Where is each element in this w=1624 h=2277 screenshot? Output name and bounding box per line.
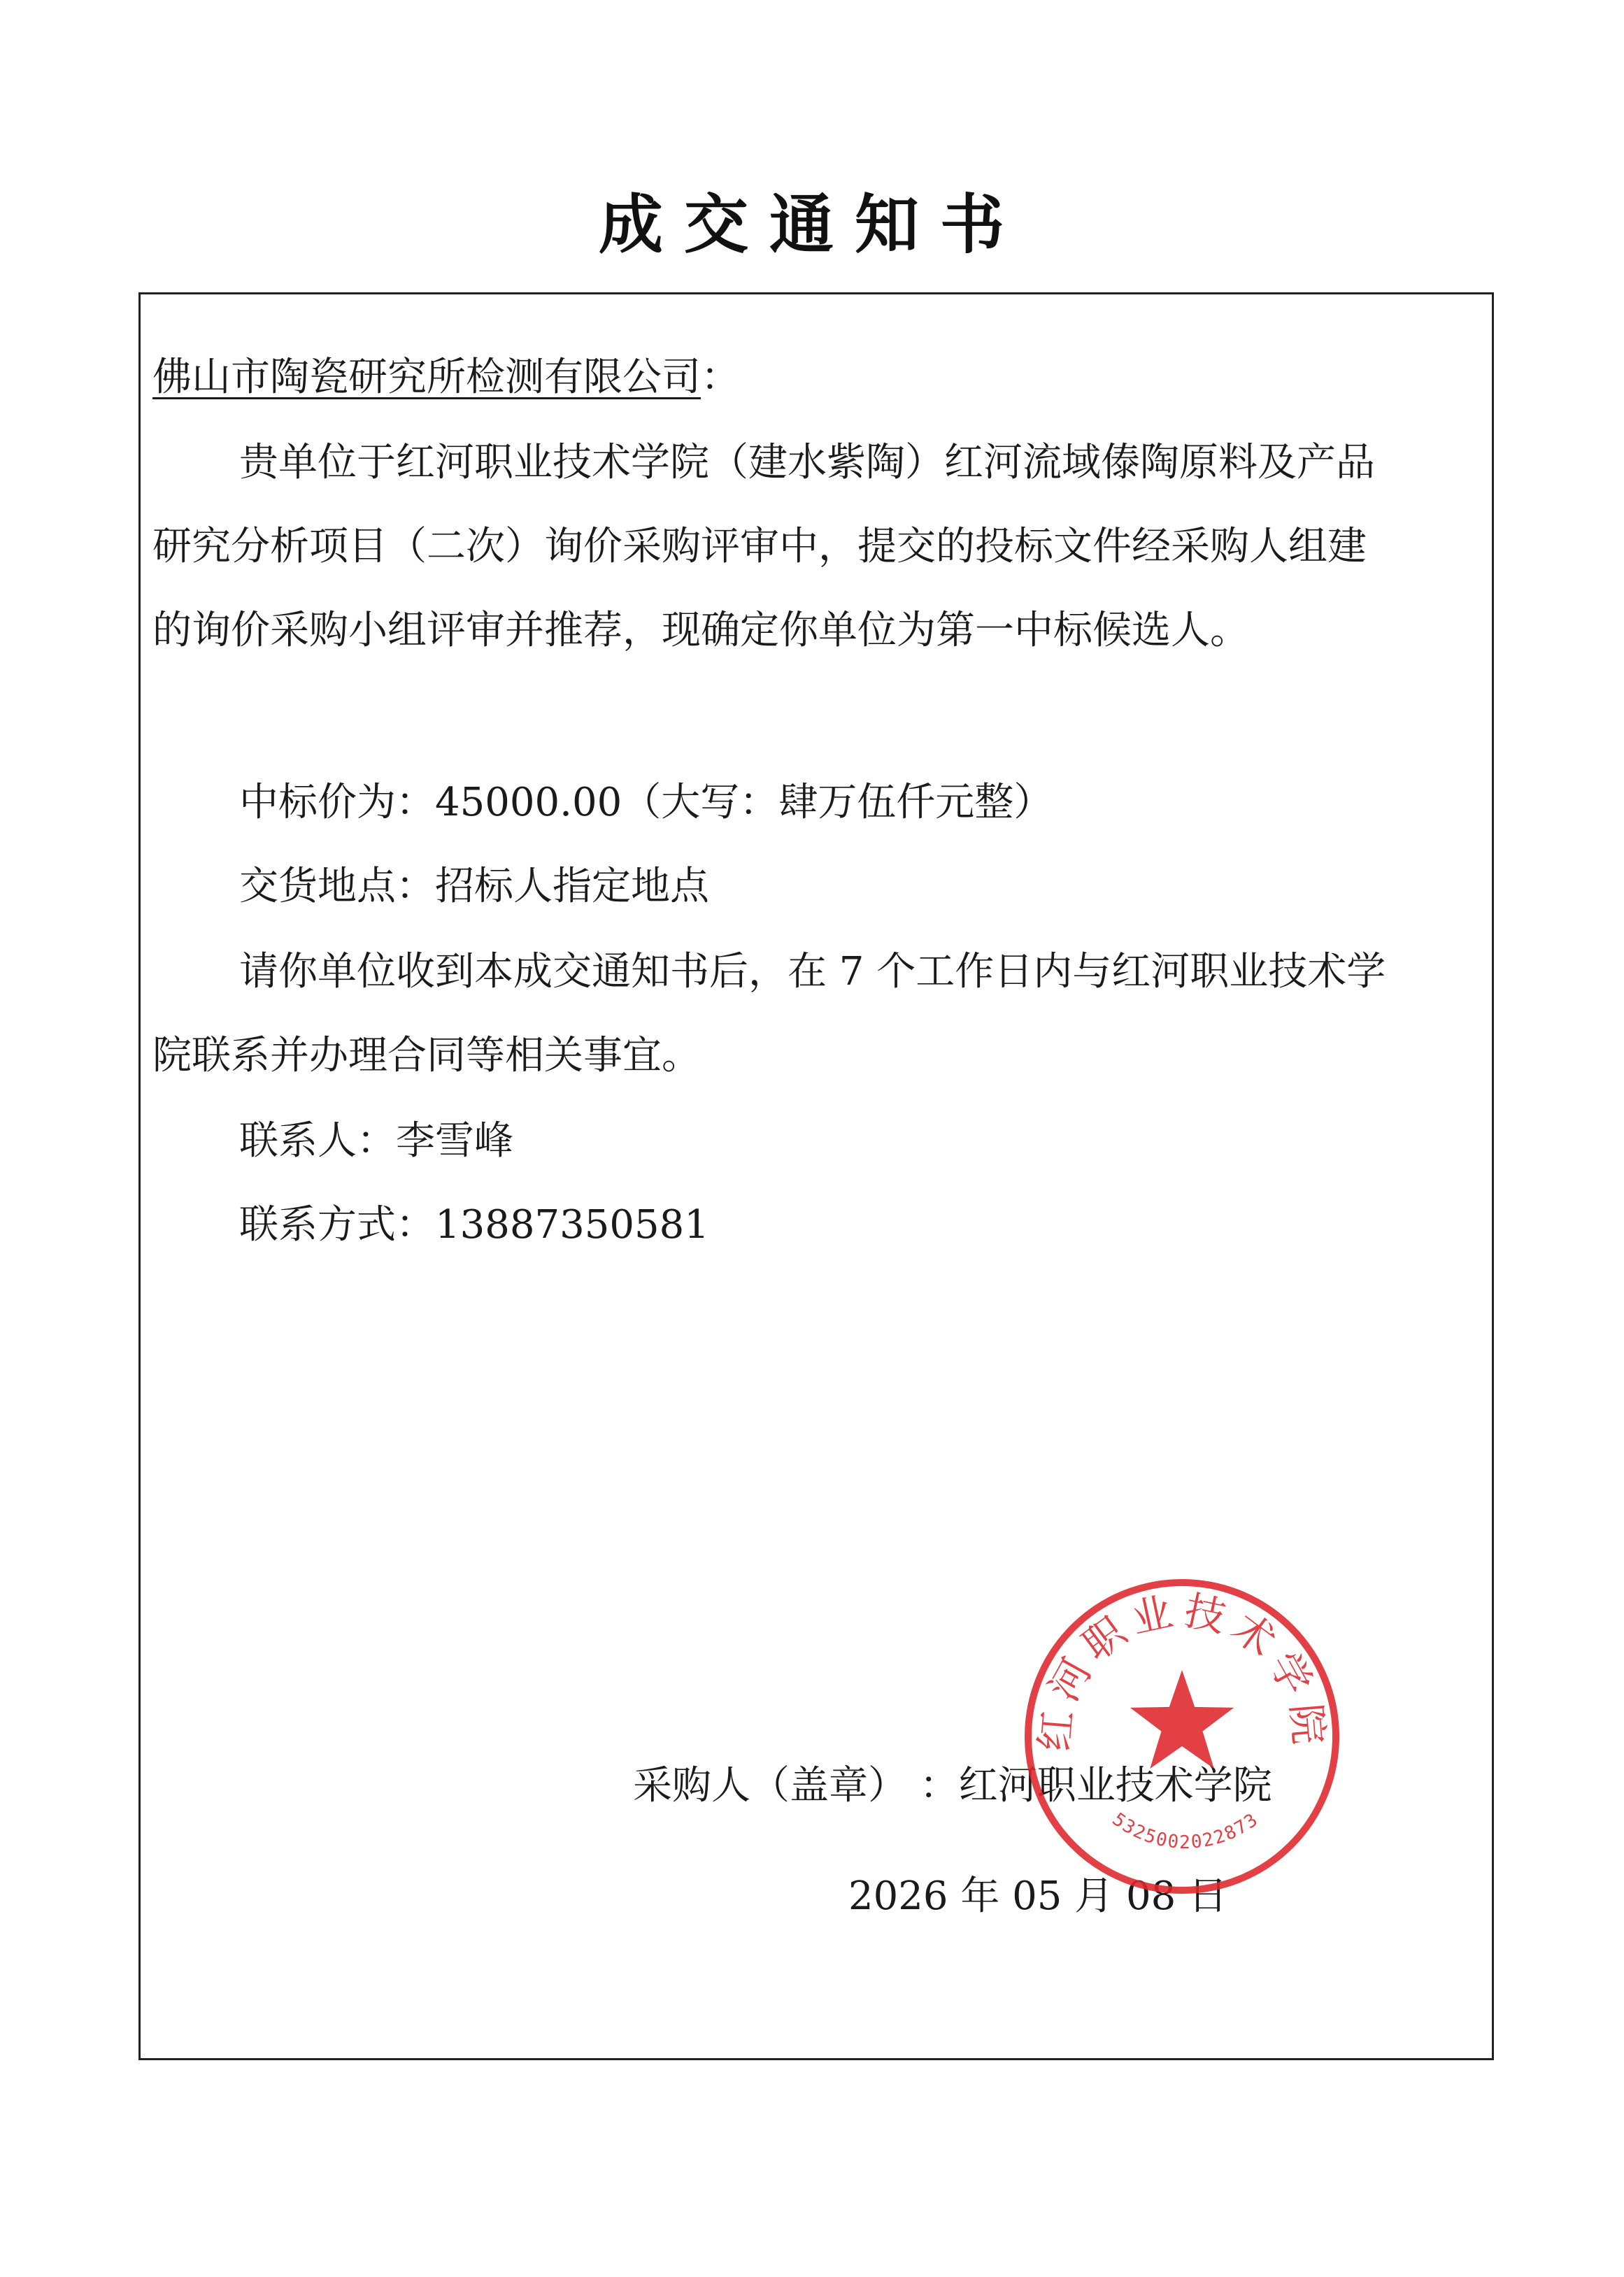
official-seal-icon (1018, 1572, 1346, 1901)
recipient-line (152, 350, 740, 406)
bid-price: 中标价为：45000.00（大写：肆万伍仟元整） (239, 780, 1053, 825)
purchaser-signature: 采购人（盖章） ：红河职业技术学院 (633, 1763, 1272, 1808)
instruction-line-2: 院联系并办理合同等相关事宜。 (152, 1033, 701, 1078)
body-line-1: 贵单位于红河职业技术学院（建水紫陶）红河流域傣陶原料及产品 (239, 440, 1375, 485)
contact-phone: 联系方式：13887350581 (239, 1202, 709, 1248)
issue-date: 2026 年 05 月 08 日 (848, 1873, 1228, 1919)
svg-text:5325002022873: 5325002022873 (1108, 1808, 1263, 1853)
document-title: 成交通知书 (598, 187, 1025, 262)
svg-text:红河职业技术学院: 红河职业技术学院 (1030, 1586, 1334, 1753)
contact-person: 联系人：李雪峰 (239, 1118, 513, 1164)
body-line-2: 研究分析项目（二次）询价采购评审中，提交的投标文件经采购人组建 (152, 524, 1367, 569)
instruction-line-1: 请你单位收到本成交通知书后，在 7 个工作日内与红河职业技术学 (239, 949, 1386, 994)
recipient-name: 佛山市陶瓷研究所检测有限公司 (152, 355, 701, 400)
recipient-suffix: ： (701, 355, 740, 400)
delivery-location: 交货地点：招标人指定地点 (239, 864, 709, 909)
body-line-3: 的询价采购小组评审并推荐，现确定你单位为第一中标候选人。 (152, 608, 1249, 653)
